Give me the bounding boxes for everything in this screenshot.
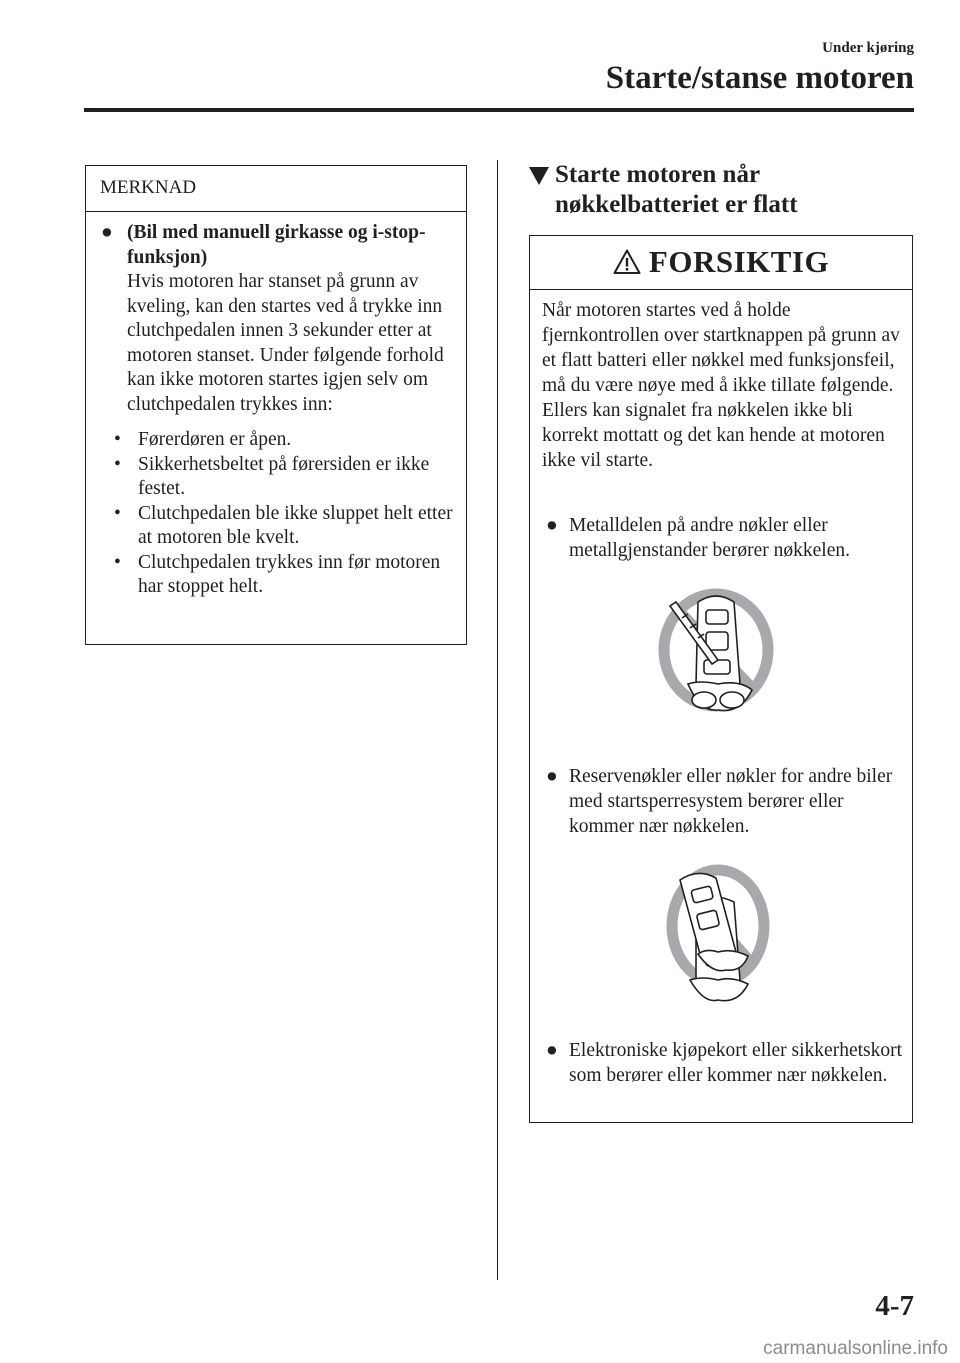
list-item-text: Clutchpedalen ble ikke sluppet helt etter at motoren ble kvelt.: [138, 502, 453, 548]
caution-header: [530, 236, 912, 288]
two-keys-prohibited-illustration: [662, 862, 778, 1008]
page-number: 4-7: [875, 1290, 914, 1322]
list-item: [542, 513, 906, 563]
bullet-icon: ●: [546, 766, 558, 787]
list-item-text: Metalldelen på andre nøkler eller metallgjenstander berører nøkkelen.: [569, 515, 851, 561]
bullet-icon: ●: [546, 1040, 558, 1061]
list-item: [100, 551, 455, 600]
list-item: [542, 764, 906, 839]
bullet-icon: ●: [546, 515, 558, 536]
list-item: [100, 428, 455, 453]
bullet-icon: ●: [101, 222, 113, 243]
list-item-text: Elektroniske kjøpekort eller sikkerhetskort som berører eller kommer nær nøkkelen.: [569, 1040, 903, 1086]
note-body-text: Hvis motoren har stanset på grunn av kveling, kan den startes ved å trykke inn clutchpedalen innen 3 sekunder etter at motoren stanset. Under følgende forhold kan ikke motoren startes igjen selv om clutchpedalen trykkes inn:: [127, 271, 444, 415]
note-conditions-list: [100, 428, 455, 600]
note-divider: [86, 211, 466, 212]
note-heading: MERKNAD: [100, 177, 197, 198]
caution-box: [529, 235, 913, 1123]
list-item-text: Sikkerhetsbeltet på førersiden er ikke festet.: [138, 453, 430, 499]
note-bullet: [100, 221, 455, 417]
section-heading-text: Starte motoren når nøkkelbatteriet er flatt: [555, 161, 798, 218]
watermark: carmanualsonline.info: [763, 1338, 948, 1359]
note-bold-title: (Bil med manuell girkasse og i-stop-funksjon): [127, 222, 426, 268]
warning-triangle-icon: [613, 248, 641, 276]
sub-bullet-icon: •: [114, 453, 121, 475]
down-triangle-icon: [528, 166, 550, 186]
note-body: [100, 221, 455, 600]
header-rule: [84, 108, 914, 112]
list-item-text: Førerdøren er åpen.: [138, 429, 292, 450]
caution-divider: [530, 289, 912, 290]
list-item: [542, 1038, 906, 1088]
page-title: Starte/stanse motoren: [605, 60, 914, 96]
sub-bullet-icon: •: [114, 502, 121, 524]
list-item-text: Clutchpedalen trykkes inn før motoren har stoppet helt.: [138, 551, 441, 597]
note-box: [85, 165, 467, 645]
list-item: [100, 453, 455, 502]
list-item-text: Reservenøkler eller nøkler for andre biler med startsperresystem berører eller kommer nær nøkkelen.: [569, 766, 893, 837]
sub-bullet-icon: •: [114, 429, 121, 450]
sub-bullet-icon: •: [114, 551, 121, 573]
caution-title: FORSIKTIG: [648, 244, 830, 279]
list-item: [100, 502, 455, 551]
caution-intro: Når motoren startes ved å holde fjernkontrollen over startknappen på grunn av et flatt batteri eller nøkkel med funksjonsfeil, må du være nøye med å ikke tillate følgende. Ellers kan signalet fra nøkkelen ikke bli korrekt mottatt og det kan hende at motoren ikke vil starte.: [542, 300, 900, 471]
section-heading: [528, 160, 908, 220]
column-divider: [497, 160, 498, 1280]
section-label: Under kjøring: [822, 40, 914, 56]
key-with-metal-key-prohibited-illustration: [654, 588, 782, 728]
